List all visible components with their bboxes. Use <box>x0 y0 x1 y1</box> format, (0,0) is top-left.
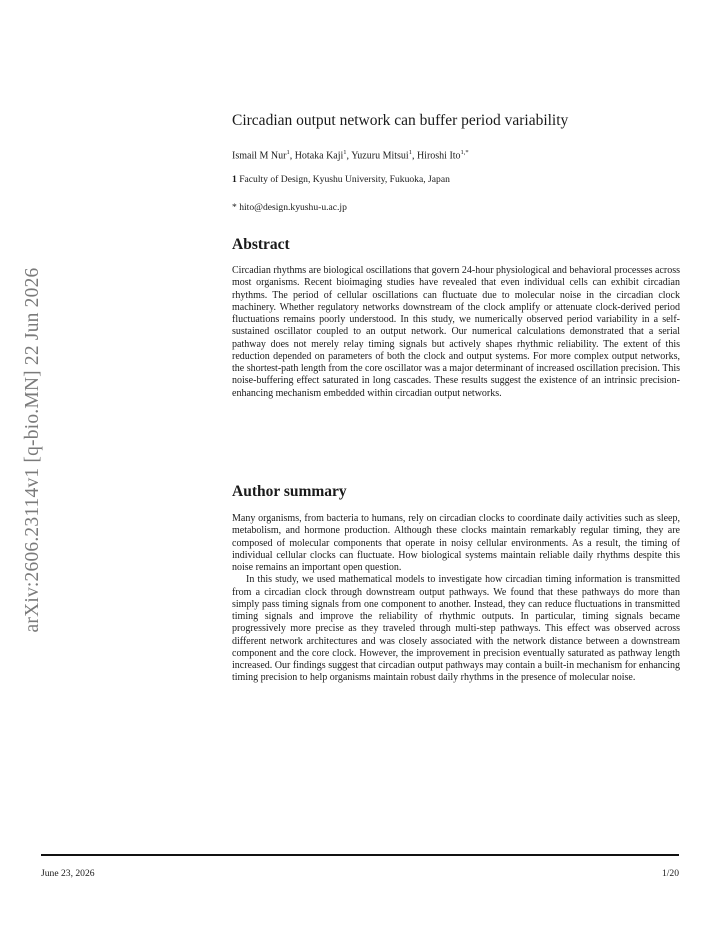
footer-date: June 23, 2026 <box>41 868 95 879</box>
author-name: Hiroshi Ito <box>416 150 461 162</box>
abstract-text: Circadian rhythms are biological oscillations that govern 24-hour physiological and behavioral processes across most organisms. Recent bioimaging studies have revealed that even individual cells can exhibit circadian rhythms. The period of cellular oscillations can fluctuate due to molecular noise in the circadian clock machinery. Whether regulatory networks downstream of the clock amplify or attenuate clock-derived period fluctuations remains poorly understood. In this study, we numerically observed period variability in a self-sustained oscillator coupled to an output network. Our numerical calculations demonstrated that a serial pathway does not merely relay timing signals but actively shapes rhythmic reliability. The extent of this reduction depended on parameters of both the clock and output systems. For more complex output networks, the shortest-path length from the core oscillator was a major determinant of increased oscillation precision. This noise-buffering effect saturated in long cascades. These results suggest the existence of an intrinsic precision-enhancing mechanism embedded within circadian output networks. <box>232 265 681 399</box>
author-name: Hotaka Kaji <box>294 150 344 162</box>
affiliation <box>232 173 680 187</box>
abstract-heading: Abstract <box>232 236 290 253</box>
arxiv-identifier-stamp <box>18 240 48 660</box>
author-affiliation-mark: 1,* <box>460 149 469 156</box>
corresponding-email: * hito@design.kyushu-u.ac.jp <box>232 202 347 213</box>
author-list: Ismail M Nur$^1$, Hotaka Kaji$^1$, Yuzuru Mitsui$^1$, Hiroshi Ito$^{1,*}$ <box>232 149 469 162</box>
paper-title: Circadian output network can buffer period variability <box>232 112 569 129</box>
author-name: Yuzuru Mitsui <box>351 150 409 162</box>
footer-divider <box>41 854 679 856</box>
author-affiliation-mark: 1 <box>286 149 290 156</box>
affiliation-number: 1 <box>232 174 237 185</box>
author-summary-heading: Author summary <box>232 483 347 500</box>
author-name: Ismail M Nur <box>232 150 287 162</box>
affiliation-text: Faculty of Design, Kyushu University, Fukuoka, Japan <box>236 174 450 185</box>
author-summary-text <box>232 513 680 685</box>
page-number: 1/20 <box>661 868 679 879</box>
summary-paragraph: In this study, we used mathematical models to investigate how circadian timing information is transmitted from a circadian clock through downstream output pathways. We found that these pathways do more than simply pass timing signals from one component to another. Instead, they can reduce fluctuations in transmitted timing signals and improve the reliability of rhythmic outputs. In particular, timing signals became progressively more precise as they traveled through multi-step pathways. This effect was observed across different network architectures and was closely associated with the network distance between a downstream component and the core clock. However, the improvement in precision eventually saturated as pathway length increased. Our findings suggest that circadian output pathways may contain a built-in mechanism for enhancing timing precision to help organisms maintain robust daily rhythms in the presence of molecular noise. <box>232 574 680 684</box>
author-affiliation-mark: 1 <box>343 149 347 156</box>
author-affiliation-mark: 1 <box>408 149 412 156</box>
arxiv-identifier-text: arXiv:2606.23114v1 [q-bio.MN] 22 Jun 2026 <box>22 267 43 633</box>
summary-paragraph: Many organisms, from bacteria to humans, rely on circadian clocks to coordinate daily activities such as sleep, metabolism, and hormone production. Although these clocks maintain remarkably regular timing, they are composed of molecular components that operate in noisy cellular environments. As a result, the timing of individual cellular clocks can fluctuate. How biological systems maintain reliable daily rhythms despite this noise remains an important open question. <box>232 513 680 573</box>
